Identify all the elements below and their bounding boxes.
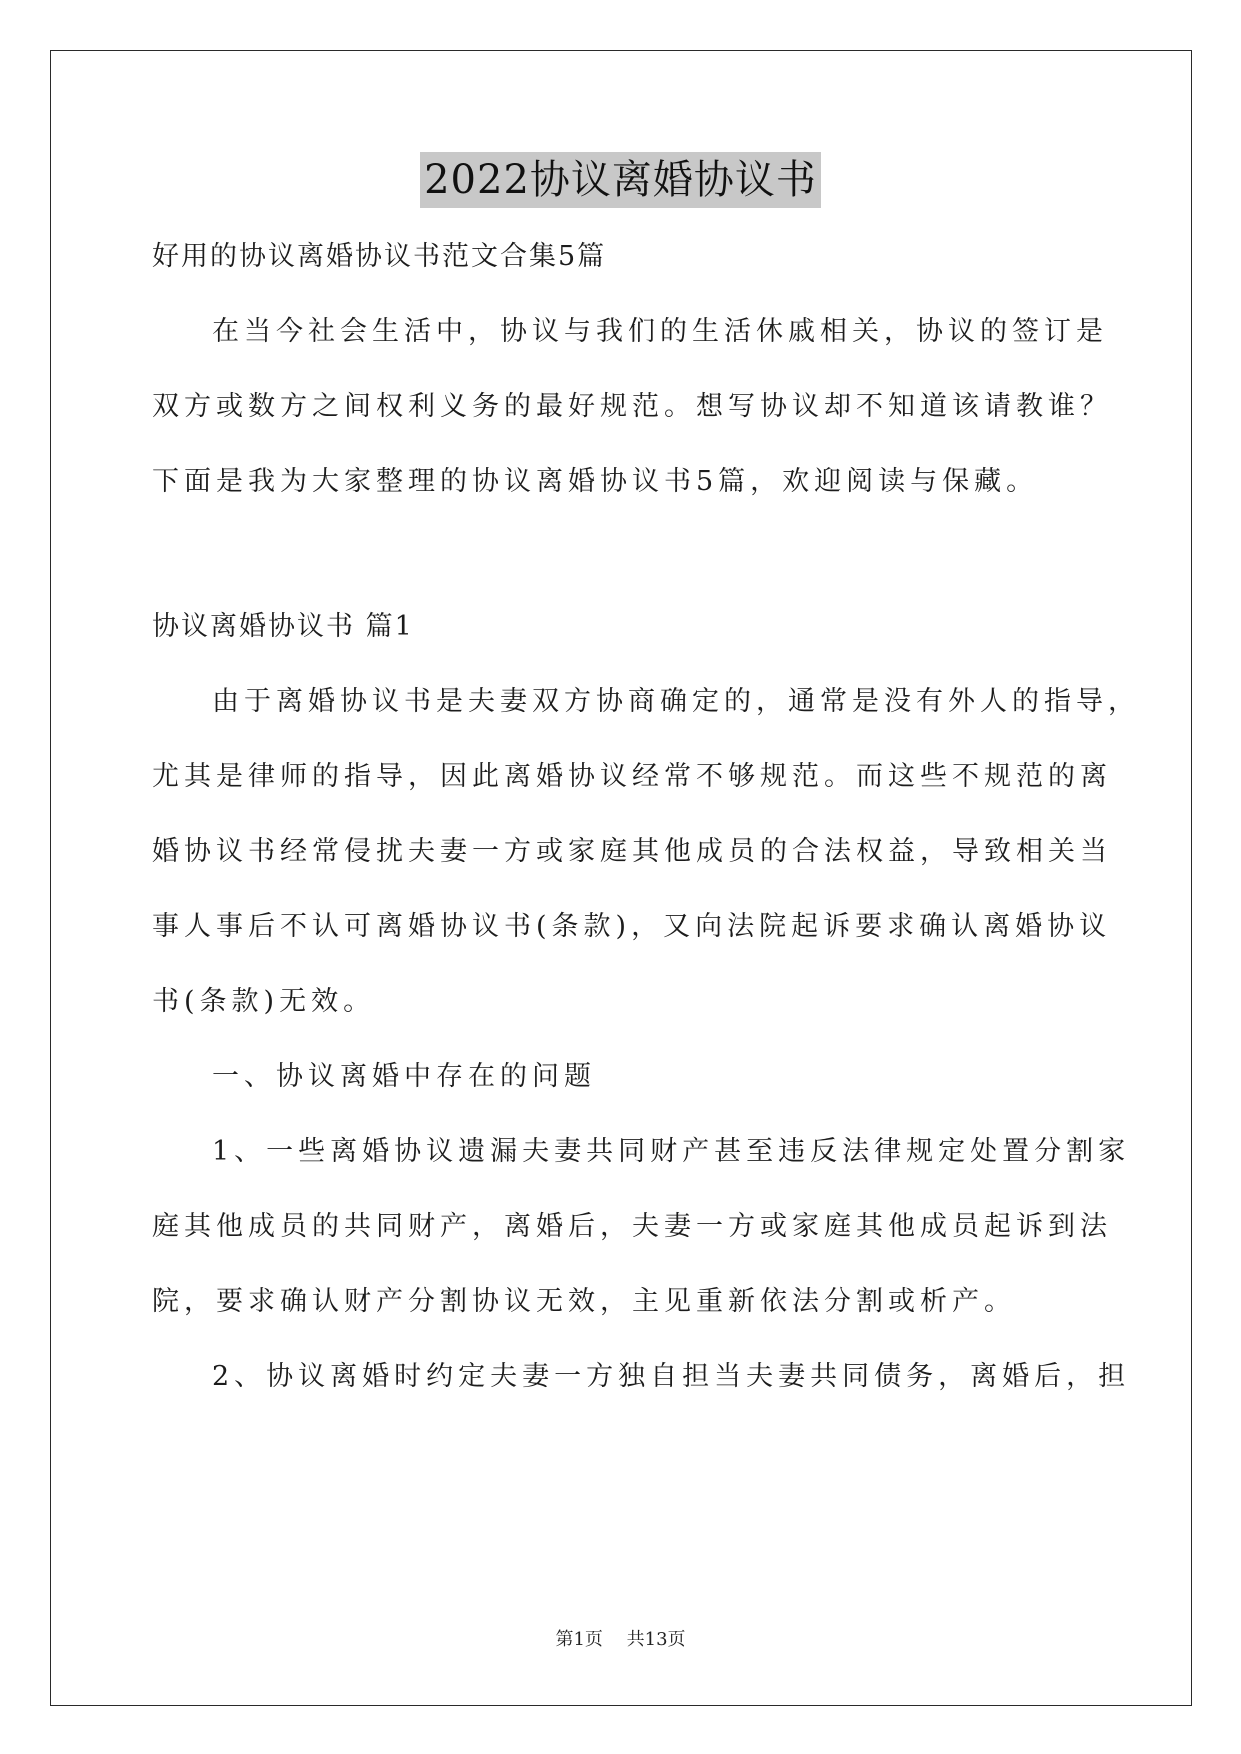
paragraph-1-line-5: 书(条款)无效。 — [152, 986, 376, 1017]
intro-line-3: 下面是我为大家整理的协议离婚协议书5篇，欢迎阅读与保藏。 — [152, 466, 1039, 497]
page-number-current: 第1页 — [555, 1629, 603, 1650]
document-title: 2022协议离婚协议书 — [420, 152, 821, 208]
paragraph-1-line-4: 事人事后不认可离婚协议书(条款)，又向法院起诉要求确认离婚协议 — [152, 911, 1112, 942]
paragraph-1-line-2: 尤其是律师的指导，因此离婚协议经常不够规范。而这些不规范的离 — [152, 761, 1112, 792]
paragraph-1-line-3: 婚协议书经常侵扰夫妻一方或家庭其他成员的合法权益，导致相关当 — [152, 836, 1112, 867]
title-container — [0, 152, 1241, 208]
intro-line-2: 双方或数方之间权利义务的最好规范。想写协议却不知道该请教谁？ — [152, 391, 1112, 422]
item-2-line-1: 2、协议离婚时约定夫妻一方独自担当夫妻共同债务，离婚后，担 — [212, 1361, 1131, 1392]
page-border — [50, 50, 1192, 1706]
item-1-line-2: 庭其他成员的共同财产，离婚后，夫妻一方或家庭其他成员起诉到法 — [152, 1211, 1112, 1242]
item-1-line-1: 1、一些离婚协议遗漏夫妻共同财产甚至违反法律规定处置分割家 — [212, 1136, 1131, 1167]
intro-line-1: 在当今社会生活中，协议与我们的生活休戚相关，协议的签订是 — [212, 316, 1108, 347]
page-footer — [0, 1628, 1241, 1652]
item-1-line-3: 院，要求确认财产分割协议无效，主见重新依法分割或析产。 — [152, 1286, 1016, 1317]
section-heading: 协议离婚协议书 篇1 — [152, 611, 414, 642]
paragraph-1-line-1: 由于离婚协议书是夫妻双方协商确定的，通常是没有外人的指导， — [212, 686, 1140, 717]
subheading-problems: 一、协议离婚中存在的问题 — [212, 1061, 596, 1092]
page-number-total: 共13页 — [626, 1629, 686, 1650]
document-subtitle: 好用的协议离婚协议书范文合集5篇 — [152, 241, 607, 272]
